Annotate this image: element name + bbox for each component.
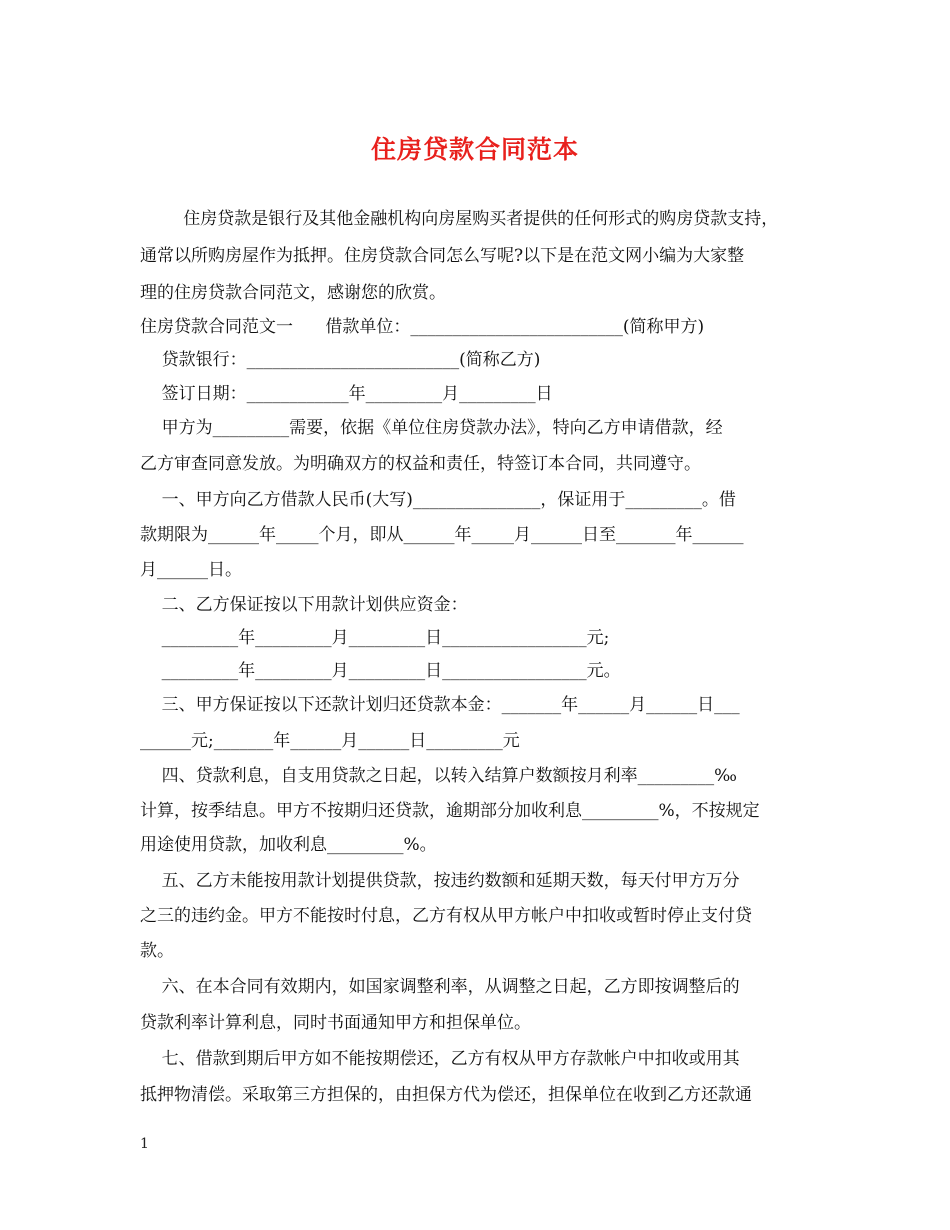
paragraph-line: 乙方审查同意发放。为明确双方的权益和责任，特签订本合同，共同遵守。 bbox=[140, 454, 701, 474]
paragraph-line: 签订日期：____________年_________月_________日 bbox=[140, 384, 553, 404]
paragraph-line: 抵押物清偿。采取第三方担保的，由担保方代为偿还，担保单位在收到乙方还款通 bbox=[140, 1085, 752, 1105]
paragraph-line: 住房贷款合同范文一 借款单位：_________________________(简称甲方) bbox=[140, 317, 705, 337]
paragraph-line: 之三的违约金。甲方不能按时付息，乙方有权从甲方帐户中扣收或暂时停止支付贷 bbox=[140, 906, 752, 926]
paragraph-line: 月______日。 bbox=[140, 560, 242, 580]
paragraph-line: 款。 bbox=[140, 941, 174, 961]
paragraph-line: 二、乙方保证按以下用款计划供应资金： bbox=[140, 595, 468, 615]
document-title: 住房贷款合同范本 bbox=[370, 135, 579, 164]
paragraph-line: 一、甲方向乙方借款人民币(大写)_______________，保证用于_________。借 bbox=[140, 490, 736, 510]
paragraph-line: 甲方为_________需要，依据《单位住房贷款办法》，特向乙方申请借款，经 bbox=[140, 418, 723, 438]
paragraph-line: _________年_________月_________日_________________元。 bbox=[140, 661, 621, 681]
paragraph-line: ______元;_______年______月______日_________元 bbox=[140, 731, 520, 751]
paragraph-line: 贷款利率计算利息，同时书面通知甲方和担保单位。 bbox=[140, 1013, 531, 1033]
paragraph-line: 计算，按季结息。甲方不按期归还贷款，逾期部分加收利息_________%，不按规定 bbox=[140, 801, 760, 821]
paragraph-line: 住房贷款是银行及其他金融机构向房屋购买者提供的任何形式的购房贷款支持， bbox=[140, 209, 779, 229]
paragraph-line: 用途使用贷款，加收利息_________%。 bbox=[140, 835, 437, 855]
paragraph-line: 四、贷款利息，自支用贷款之日起，以转入结算户数额按月利率_________‰ bbox=[140, 766, 737, 786]
page-number: 1 bbox=[140, 1136, 149, 1152]
paragraph-line: 三、甲方保证按以下还款计划归还贷款本金：_______年______月______日___ bbox=[140, 695, 740, 715]
paragraph-line: _________年_________月_________日_________________元; bbox=[140, 628, 610, 648]
paragraph-line: 六、在本合同有效期内，如国家调整利率，从调整之日起，乙方即按调整后的 bbox=[140, 977, 740, 997]
paragraph-line: 理的住房贷款合同范文，感谢您的欣赏。 bbox=[140, 283, 446, 303]
paragraph-line: 五、乙方未能按用款计划提供贷款，按违约数额和延期天数，每天付甲方万分 bbox=[140, 871, 740, 891]
paragraph-line: 款期限为______年_____个月，即从______年_____月______日至_______年______ bbox=[140, 525, 744, 545]
paragraph-line: 七、借款到期后甲方如不能按期偿还，乙方有权从甲方存款帐户中扣收或用其 bbox=[140, 1049, 740, 1069]
paragraph-line: 通常以所购房屋作为抵押。住房贷款合同怎么写呢?以下是在范文网小编为大家整 bbox=[140, 246, 745, 266]
paragraph-line: 贷款银行：_________________________(简称乙方) bbox=[140, 350, 541, 370]
